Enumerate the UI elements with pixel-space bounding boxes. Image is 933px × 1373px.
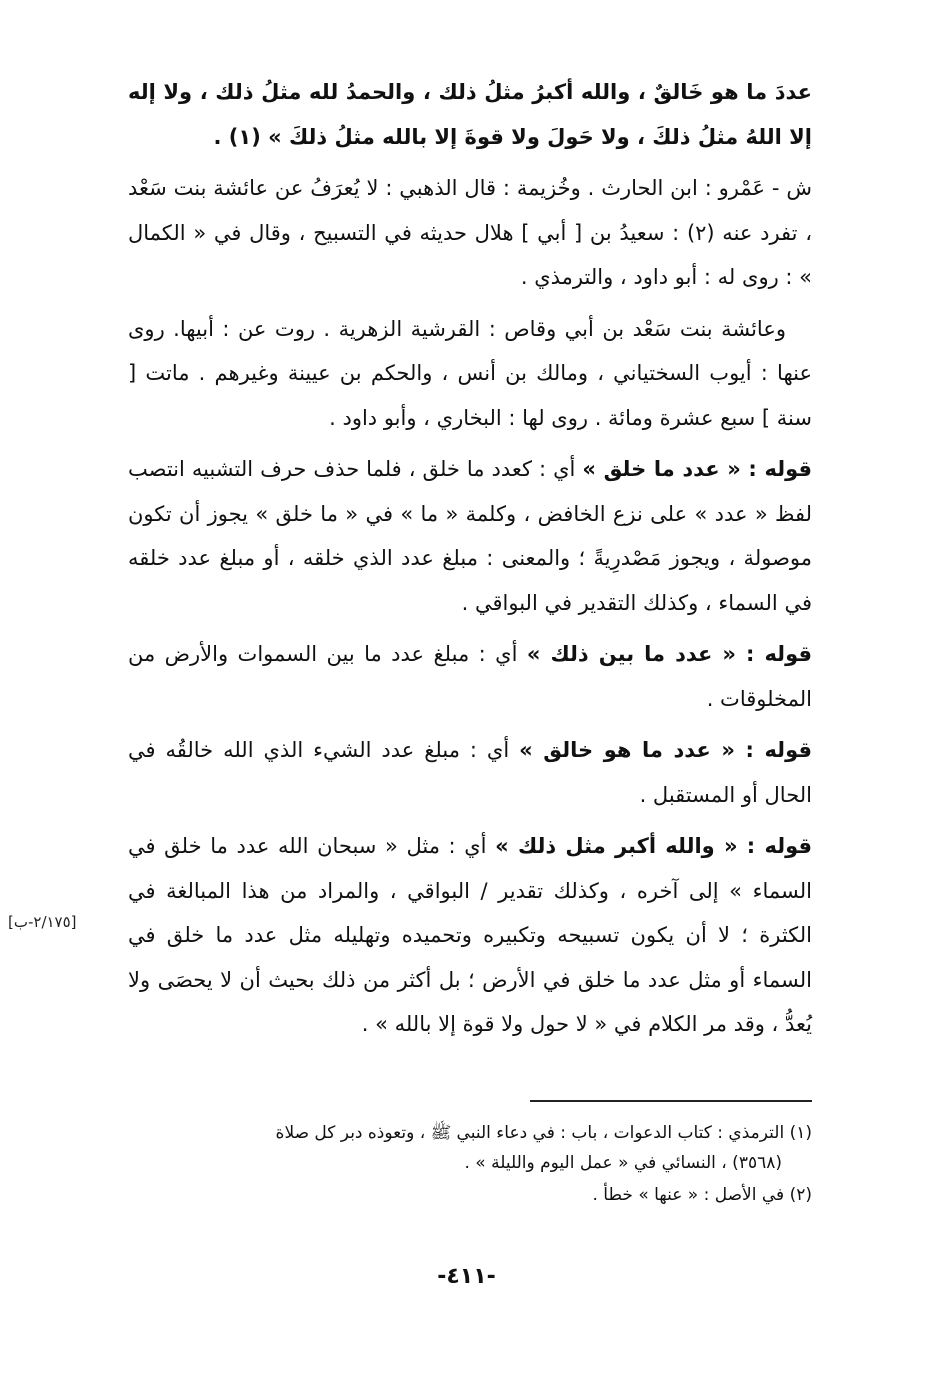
commentary-lead-2: قوله : « عدد ما بين ذلك » (526, 642, 812, 666)
commentary-text-2: أي : مبلغ عدد ما بين السموات والأرض من المخلوقات . (128, 642, 812, 711)
paragraph-commentary-4 (128, 824, 812, 1047)
paragraph-hadith-text: عددَ ما هو خَالقٌ ، والله أكبرُ مثلُ ذلك ، والحمدُ لله مثلُ ذلك ، ولا إله إلا اللهُ مثلُ ذلكَ ، ولا حَولَ ولا قوةَ إلا بالله مثلُ ذلكَ » (١) . (128, 80, 812, 149)
footnote-1-continuation: (٣٥٦٨) ، النسائي في « عمل اليوم والليلة » . (464, 1153, 782, 1173)
paragraph-narrators: ش - عَمْرو : ابن الحارث . وخُزيمة : قال الذهبي : لا يُعرَفُ عن عائشة بنت سَعْد ، تفرد عنه (٢) : سعيدُ بن [ أبي ] هلال حديثه في التسبيح ، وقال في « الكمال » : روى له : أبو داود ، والترمذي . (128, 176, 812, 289)
footnote-divider (530, 1100, 812, 1102)
paragraph-aisha-bint-saad: وعائشة بنت سَعْد بن أبي وقاص : القرشية الزهرية . روت عن : أبيها. روى عنها : أيوب السختياني ، ومالك بن أنس ، والحكم بن عيينة وغيرهم . ماتت [ سنة ] سبع عشرة ومائة . روى لها : البخاري ، وأبو داود . (128, 316, 812, 430)
paragraph-commentary-1 (128, 447, 812, 625)
footnote-1 (128, 1118, 812, 1178)
paragraph-commentary-3 (128, 728, 812, 817)
footnote-1-main: (١) الترمذي : كتاب الدعوات ، باب : في دعاء النبي ﷺ ، وتعوذه دبر كل صلاة (275, 1123, 812, 1143)
manuscript-folio-note: [٢/١٧٥-ب] (8, 913, 77, 931)
commentary-lead-3: قوله : « عدد ما هو خالق » (519, 738, 812, 762)
footnote-2: (٢) في الأصل : « عنها » خطأ . (592, 1185, 812, 1205)
commentary-lead-1: قوله : « عدد ما خلق » (582, 457, 812, 481)
footnotes (128, 1118, 812, 1212)
commentary-text-3: أي : مبلغ عدد الشيء الذي الله خالقُه في الحال أو المستقبل . (128, 738, 812, 807)
commentary-text-4: أي : مثل « سبحان الله عدد ما خلق في السماء » إلى آخره ، وكذلك تقدير / البواقي ، والمراد من هذا المبالغة في الكثرة ؛ لا أن يكون تسبيحه وتكبيره وتحميده وتهليله مثل عدد ما خلق في السماء أو مثل عدد ما خلق في الأرض ؛ بل أكثر من ذلك بحيث أن لا يحصَى ولا يُعدُّ ، وقد مر الكلام في « لا حول ولا قوة إلا بالله » . (128, 834, 812, 1036)
paragraph-commentary-2 (128, 632, 812, 721)
main-text (128, 70, 812, 1047)
commentary-lead-4: قوله : « والله أكبر مثل ذلك » (495, 834, 812, 858)
commentary-text-1: أي : كعدد ما خلق ، فلما حذف حرف التشبيه انتصب لفظ « عدد » على نزع الخافض ، وكلمة « ما » في « ما خلق » يجوز أن تكون موصولة ، ويجوز مَصْدرِيةً ؛ والمعنى : مبلغ عدد الذي خلقه ، أو مبلغ عدد خلقه في السماء ، وكذلك التقدير في البواقي . (128, 457, 812, 615)
page-number: -٤١١- (437, 1264, 496, 1289)
